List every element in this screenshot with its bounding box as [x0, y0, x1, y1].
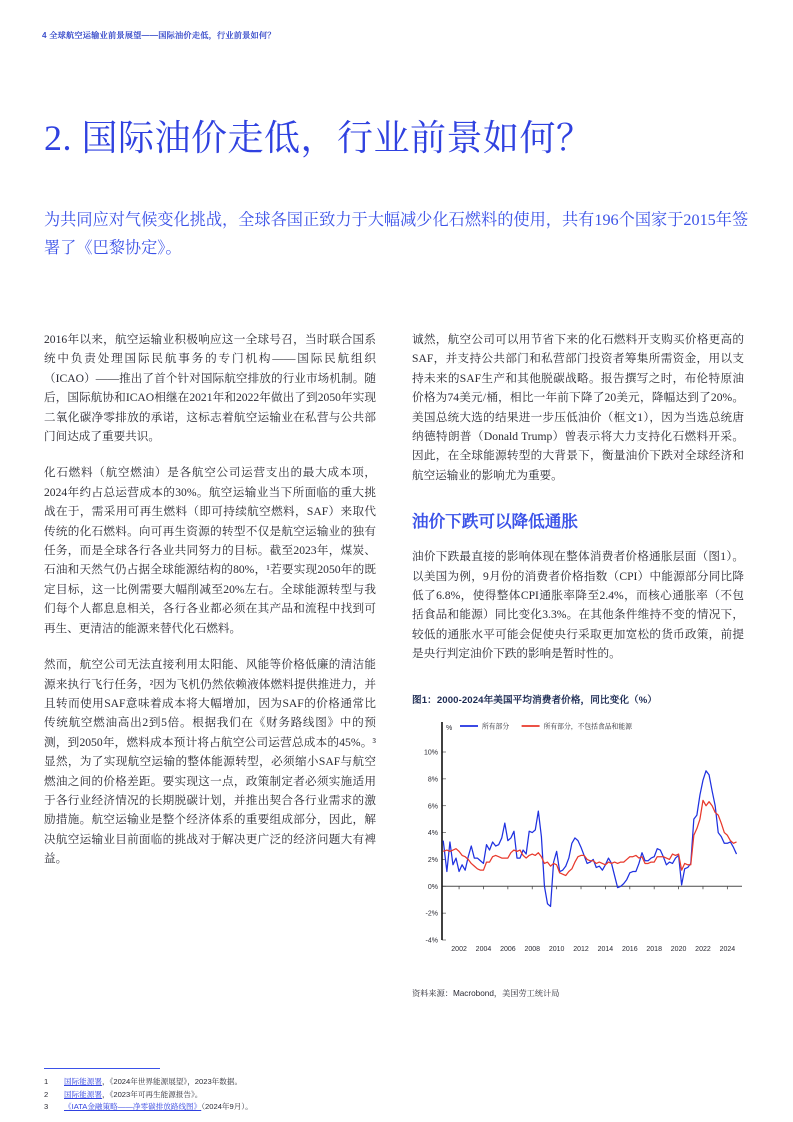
x-axis-tick-label: 2002 [451, 946, 467, 953]
footnote-item [44, 1089, 474, 1102]
footnote-text: ，《2023年可再生能源报告》。 [101, 1089, 203, 1099]
y-axis-tick-label: 2% [427, 857, 438, 865]
footnotes-block [44, 1068, 474, 1114]
x-axis-tick-label: 2016 [622, 946, 638, 953]
footnote-item [44, 1076, 474, 1089]
y-axis-tick-label: 6% [427, 803, 438, 811]
footnote-text: （2024年9月）。 [201, 1102, 253, 1112]
footnote-link[interactable]: 《IATA金融策略——净零碳排放路线图》 [64, 1102, 202, 1112]
body-column-left [44, 330, 376, 869]
figure-block [412, 692, 748, 999]
page-title: 2. 国际油价走低，行业前景如何？ [44, 118, 593, 159]
y-axis-tick-label: 0% [427, 883, 438, 891]
x-axis-tick-label: 2010 [548, 946, 565, 953]
y-axis-tick-label: 4% [427, 830, 438, 838]
body-paragraph: 然而，航空公司无法直接利用太阳能、风能等价格低廉的清洁能源来执行飞行任务，²因为飞机仍然依赖液体燃料提供推进力，并且转而使用SAF意味着成本将大幅增加，因为SAF的价格通常比传统航空燃油高出2到5倍。根据我们在《财务路线图》中的预测，到2050年，燃料成本预计将占航空公司运营总成本的45%。³显然，为了实现航空运输的整体能源转型，必须缩小SAF与航空燃油之间的价格差距。要实现这一点，政策制定者必须实施适用于各行业经济情况的长期脱碳计划，并推出契合各行业需求的激励措施。航空运输业是整个经济体系的重要组成部分，因此，解决航空运输业目前面临的挑战对于解决更广泛的经济问题大有裨益。 [44, 658, 376, 866]
legend-label: 所有部分 [482, 723, 510, 731]
footnote-link[interactable]: 国际能源署 [64, 1089, 102, 1099]
x-axis-tick-label: 2008 [524, 946, 541, 953]
body-paragraph: 化石燃料（航空燃油）是各航空公司运营支出的最大成本项，2024年约占总运营成本的30%。航空运输业当下所面临的重大挑战在于，需采用可再生燃料（即可持续航空燃料，SAF）来取代传统的化石燃料。向可再生资源的转型不仅是航空运输业的独有任务，而是全球各行各业共同努力的目标。截至2023年，煤炭、石油和天然气仍占据全球能源结构的80%，¹若要实现2050年的既定目标，这一比例需要大幅削减至20%左右。全球能源转型与我们每个人都息息相关，各行各业都必须在其产品和流程中找到可再生、更清洁的能源来替代化石燃料。 [44, 466, 376, 635]
footnote-divider [44, 1068, 160, 1069]
chart-container [412, 716, 748, 978]
body-paragraph: 油价下跌最直接的影响体现在整体消费者价格通胀层面（图1）。以美国为例，9月份的消费者价格指数（CPI）中能源部分同比降低了6.8%，使得整体CPI通胀率降至2.4%，而核心通胀率（不包括食品和能源）同比变化3.3%。在其他条件维持不变的情况下，较低的通胀水平可能会促使央行采取更加宽松的货币政策，前提是央行判定油价下跌的影响是暂时性的。 [412, 550, 744, 661]
x-axis-tick-label: 2012 [573, 946, 589, 953]
y-axis-tick-label: -4% [425, 937, 438, 945]
footnote-number: 3 [44, 1102, 49, 1112]
y-axis-tick-label: 8% [427, 776, 438, 784]
footnote-text: ，《2024年世界能源展望》，2023年数据。 [101, 1077, 243, 1086]
cpi-line-chart [412, 716, 748, 978]
footnote-number: 1 [44, 1077, 49, 1086]
body-paragraph: 2016年以来，航空运输业积极响应这一全球号召，当时联合国系统中负责处理国际民航事务的专门机构——国际民航组织（ICAO）——推出了首个针对国际航空排放的行业市场机制。随后，国际航协和ICAO相继在2021年和2022年做出了到2050年实现二氧化碳净零排放的承诺，这标志着航空运输业在私营与公共部门间达成了重要共识。 [44, 333, 376, 444]
y-axis-tick-label: 10% [423, 749, 438, 757]
y-axis-tick-label: -2% [425, 910, 438, 918]
footnote-item [44, 1101, 474, 1114]
figure-source: 资料来源：Macrobond，美国劳工统计局 [412, 989, 560, 998]
x-axis-tick-label: 2022 [695, 946, 711, 953]
y-axis-unit-label: % [446, 725, 453, 732]
x-axis-tick-label: 2024 [719, 946, 736, 953]
x-axis-tick-label: 2004 [475, 946, 492, 953]
x-axis-tick-label: 2020 [670, 946, 687, 953]
x-axis-tick-label: 2006 [500, 946, 516, 953]
body-column-right [412, 330, 744, 664]
x-axis-tick-label: 2018 [646, 946, 662, 953]
standfirst-paragraph: 为共同应对气候变化挑战，全球各国正致力于大幅减少化石燃料的使用，共有196个国家于2015年签署了《巴黎协定》。 [44, 211, 749, 257]
footnote-number: 2 [44, 1089, 49, 1099]
legend-label: 所有部分，不包括食品和能源 [543, 723, 632, 731]
subsection-heading: 油价下跌可以降低通胀 [412, 512, 578, 532]
figure-title: 图1：2000-2024年美国平均消费者价格，同比变化（%） [412, 695, 658, 706]
x-axis-tick-label: 2014 [597, 946, 614, 953]
footnote-link[interactable]: 国际能源署 [64, 1077, 102, 1086]
body-paragraph: 诚然，航空公司可以用节省下来的化石燃料开支购买价格更高的SAF，并支持公共部门和私营部门投资者筹集所需资金，用以支持未来的SAF生产和其他脱碳战略。报告撰写之时，布伦特原油价格为74美元/桶，相比一年前下降了20美元，降幅达到了20%。美国总统大选的结果进一步压低油价（框文1），因为当选总统唐纳德特朗普（Donald Trump）曾表示将大力支持化石燃料开采。因此，在全球能源转型的大背景下，衡量油价下跌对全球经济和航空运输业的影响尤为重要。 [412, 333, 744, 482]
running-header: 4 全球航空运输业前景展望——国际油价走低，行业前景如何？ [42, 31, 276, 40]
